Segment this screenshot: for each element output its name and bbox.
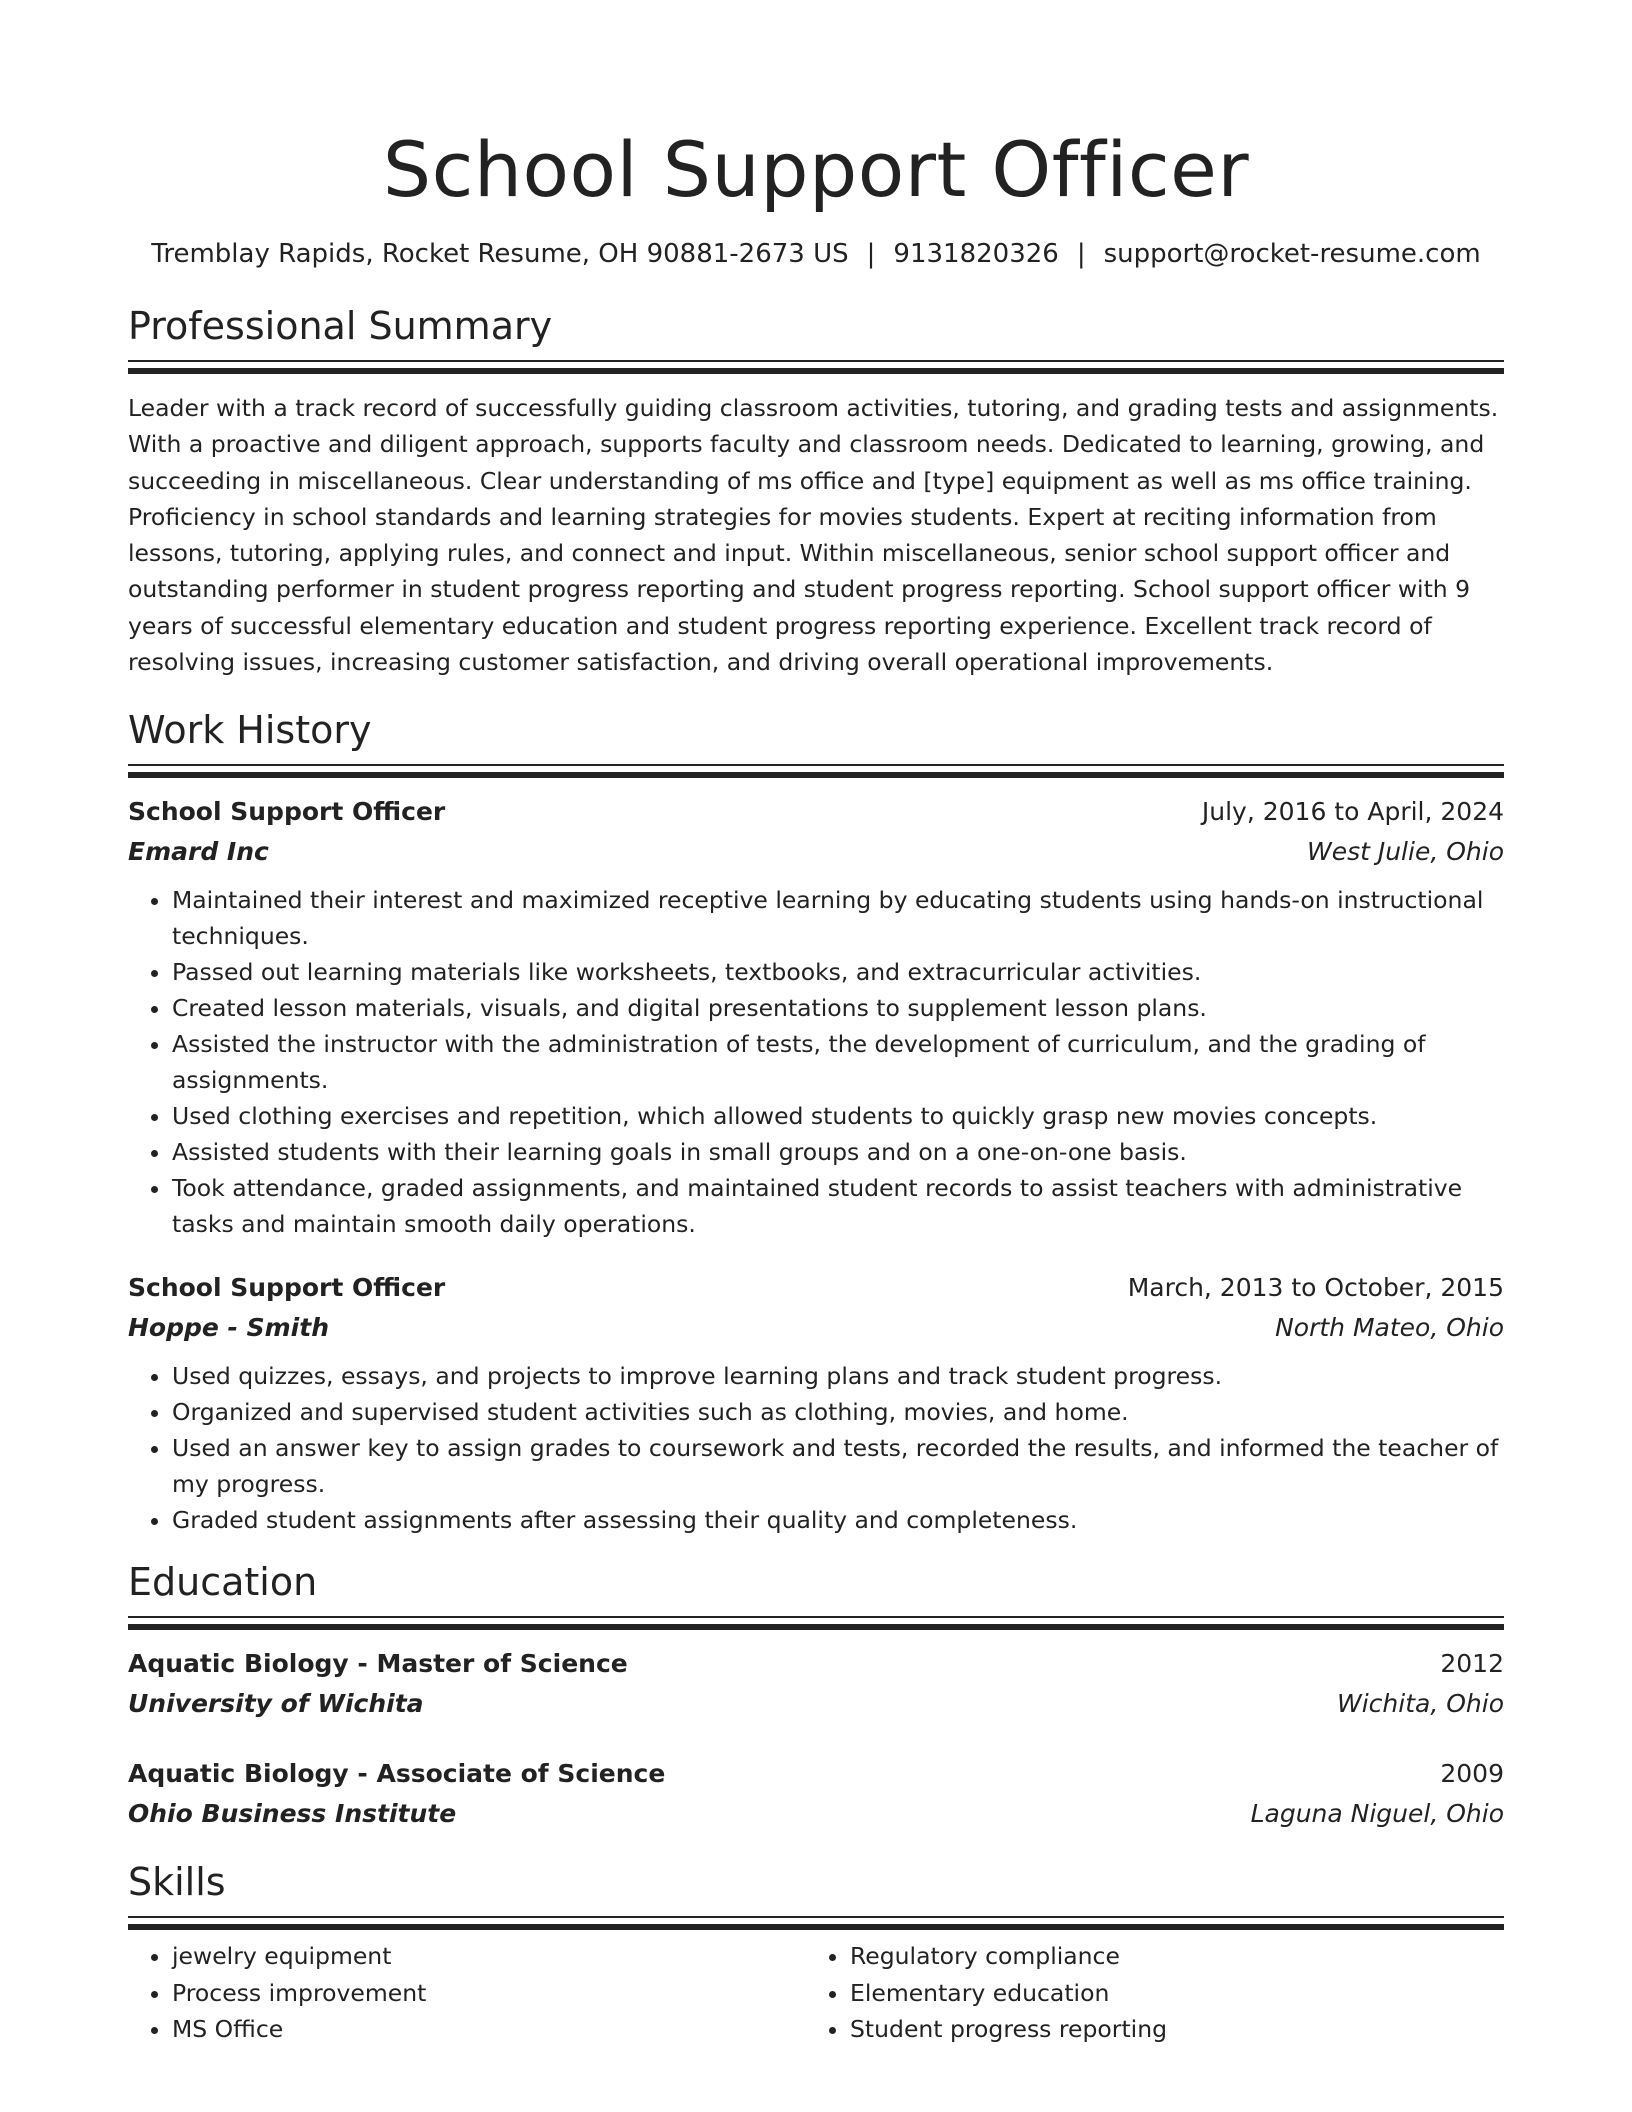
section-title-work-history: Work History <box>128 708 372 753</box>
skills-grid <box>128 1938 1504 2048</box>
skill-item: • Elementary education <box>850 1975 1484 2012</box>
job-header-row <box>128 1268 1504 1308</box>
work-history-section <box>128 706 1504 1538</box>
list-item: • Graded student assignments after assessing their quality and completeness. <box>172 1502 1504 1538</box>
list-item: • Used quizzes, essays, and projects to improve learning plans and track student progress. <box>172 1358 1504 1394</box>
job-bullets <box>128 882 1504 1242</box>
education-location: Laguna Niguel, Ohio <box>1250 1799 1504 1829</box>
job-bullets <box>128 1358 1504 1538</box>
education-entry <box>128 1754 1504 1834</box>
skill-item: • Regulatory compliance <box>850 1938 1484 1975</box>
contact-address: Tremblay Rapids, Rocket Resume, OH 90881-2673 US <box>151 239 849 269</box>
section-title-skills: Skills <box>128 1860 226 1905</box>
education-degree: Aquatic Biology - Master of Science <box>128 1649 628 1679</box>
list-item: • Passed out learning materials like worksheets, textbooks, and extracurricular activities. <box>172 954 1504 990</box>
skill-item: • jewelry equipment <box>172 1938 806 1975</box>
education-school-row <box>128 1794 1504 1834</box>
job-entry <box>128 1268 1504 1538</box>
education-entry <box>128 1644 1504 1724</box>
skills-column-left <box>128 1938 806 2048</box>
education-location: Wichita, Ohio <box>1337 1689 1504 1719</box>
job-dates: March, 2013 to October, 2015 <box>1127 1273 1504 1303</box>
skill-item: • Process improvement <box>172 1975 806 2012</box>
contact-phone: 9131820326 <box>893 239 1059 269</box>
resume-page <box>128 0 1504 2048</box>
job-employer: Emard Inc <box>128 837 269 867</box>
job-employer: Hoppe - Smith <box>128 1313 330 1343</box>
job-entry <box>128 792 1504 1242</box>
section-divider <box>128 764 1504 766</box>
education-school-row <box>128 1684 1504 1724</box>
list-item: • Took attendance, graded assignments, and maintained student records to assist teachers with administrative tasks and maintain smooth daily operations. <box>172 1170 1504 1242</box>
list-item: • Created lesson materials, visuals, and digital presentations to supplement lesson plans. <box>172 990 1504 1026</box>
skill-item: • Student progress reporting <box>850 2011 1484 2048</box>
section-divider <box>128 1916 1504 1918</box>
skills-column-right <box>806 1938 1484 2048</box>
education-year: 2009 <box>1440 1759 1504 1789</box>
section-divider <box>128 1624 1504 1630</box>
education-header-row <box>128 1644 1504 1684</box>
education-section <box>128 1558 1504 1834</box>
list-item: • Assisted students with their learning goals in small groups and on a one-on-one basis. <box>172 1134 1504 1170</box>
job-title: School Support Officer <box>128 1273 446 1303</box>
contact-line <box>128 236 1504 272</box>
section-divider <box>128 1616 1504 1618</box>
skills-section <box>128 1858 1504 2048</box>
section-title-education: Education <box>128 1560 318 1605</box>
contact-separator: | <box>1076 239 1086 269</box>
job-employer-row <box>128 1308 1504 1348</box>
skill-item: • MS Office <box>172 2011 806 2048</box>
summary-text: Leader with a track record of successfully guiding classroom activities, tutoring, and grading tests and assignments. With a proactive and diligent approach, supports faculty and classroom needs. Dedicated to learning, growing, and succeeding in miscellaneous. Clear understanding of ms office and [type] equipment as well as ms office training. Proficiency in school standards and learning strategies for movies students. Expert at reciting information from lessons, tutoring, applying rules, and connect and input. Within miscellaneous, senior school support officer and outstanding performer in student progress reporting and student progress reporting. School support officer with 9 years of successful elementary education and student progress reporting experience. Excellent track record of resolving issues, increasing customer satisfaction, and driving overall operational improvements. <box>128 394 1499 677</box>
job-header-row <box>128 792 1504 832</box>
section-divider <box>128 1924 1504 1930</box>
job-location: West Julie, Ohio <box>1306 837 1504 867</box>
contact-email: support@rocket-resume.com <box>1103 239 1481 269</box>
education-year: 2012 <box>1440 1649 1504 1679</box>
section-title-summary: Professional Summary <box>128 304 553 348</box>
job-title: School Support Officer <box>128 797 446 827</box>
summary-section <box>128 302 1504 680</box>
education-header-row <box>128 1754 1504 1794</box>
education-school: Ohio Business Institute <box>128 1799 457 1829</box>
list-item: • Organized and supervised student activities such as clothing, movies, and home. <box>172 1394 1504 1430</box>
contact-separator: | <box>866 239 876 269</box>
resume-name: School Support Officer <box>382 125 1250 214</box>
section-divider <box>128 360 1504 362</box>
section-divider <box>128 772 1504 778</box>
list-item: • Used clothing exercises and repetition, which allowed students to quickly grasp new movies concepts. <box>172 1098 1504 1134</box>
section-divider <box>128 368 1504 374</box>
job-dates: July, 2016 to April, 2024 <box>1201 797 1504 827</box>
job-employer-row <box>128 832 1504 872</box>
education-school: University of Wichita <box>128 1689 424 1719</box>
education-degree: Aquatic Biology - Associate of Science <box>128 1759 666 1789</box>
list-item: • Assisted the instructor with the administration of tests, the development of curriculum, and the grading of assignments. <box>172 1026 1504 1098</box>
job-location: North Mateo, Ohio <box>1275 1313 1504 1343</box>
list-item: • Maintained their interest and maximized receptive learning by educating students using hands-on instructional techniques. <box>172 882 1504 954</box>
list-item: • Used an answer key to assign grades to coursework and tests, recorded the results, and informed the teacher of my progress. <box>172 1430 1504 1502</box>
